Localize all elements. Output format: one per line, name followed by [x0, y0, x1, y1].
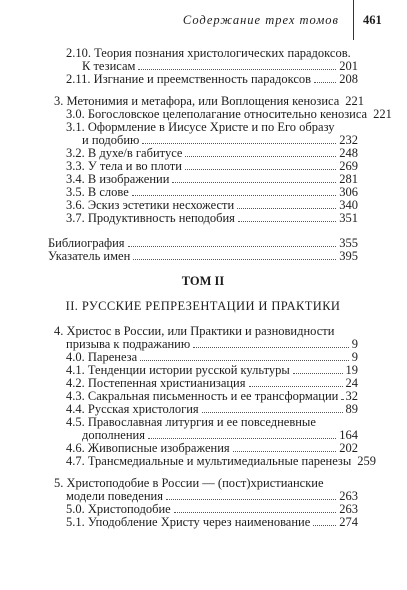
dot-leader — [138, 69, 336, 70]
dot-leader — [313, 525, 336, 526]
toc-entry-title: 3.2. В духе/в габитусе — [66, 146, 183, 160]
dot-leader — [172, 182, 336, 183]
toc-entry-title: 4.2. Постепенная христианизация — [66, 376, 246, 390]
volume1-tail-section — [48, 46, 392, 225]
toc-entry-title: 2.11. Изгнание и преемственность парадоксов — [66, 72, 312, 86]
dot-leader — [314, 82, 336, 83]
toc-entry-page: 281 — [339, 172, 358, 186]
toc-entry-title: К тезисам — [82, 59, 136, 73]
dot-leader — [142, 143, 336, 144]
dot-leader — [233, 451, 337, 452]
dot-leader — [140, 360, 349, 361]
toc-entry-title: 4. Христос в России, или Практики и разновидности — [54, 324, 335, 338]
toc-entry-title: 3.0. Богословское целеполагание относительно кенозиса — [66, 107, 368, 121]
toc-entry — [48, 212, 358, 225]
toc-entry-title: 4.3. Сакральная письменность и ее трансформации — [66, 389, 339, 403]
toc-entry-page: 19 — [345, 363, 358, 377]
table-of-contents — [48, 46, 392, 529]
dot-leader — [238, 221, 336, 222]
dot-leader — [174, 512, 337, 513]
toc-entry-page: 263 — [339, 489, 358, 503]
toc-entry-page: 269 — [339, 159, 358, 173]
toc-entry-page: 9 — [351, 350, 358, 364]
toc-entry-page: 164 — [339, 428, 358, 442]
toc-entry — [48, 73, 358, 86]
dot-leader — [166, 499, 336, 500]
toc-entry-title: 4.4. Русская христология — [66, 402, 199, 416]
toc-entry-page: 221 — [373, 107, 392, 121]
dot-leader — [249, 386, 343, 387]
volume-title: ТОМ II — [181, 274, 225, 288]
toc-entry-title: 4.5. Православная литургия и ее повседневные — [66, 415, 316, 429]
dot-leader — [237, 208, 336, 209]
dot-leader — [202, 412, 343, 413]
toc-entry-page: 248 — [339, 146, 358, 160]
dot-leader — [185, 169, 336, 170]
dot-leader — [341, 399, 342, 400]
toc-entry-title: 4.1. Тенденции истории русской культуры — [66, 363, 290, 377]
toc-entry — [48, 516, 358, 529]
toc-entry-title: 3.1. Оформление в Иисусе Христе и по Его образу — [66, 120, 335, 134]
toc-entry-page: 306 — [339, 185, 358, 199]
page-number: 461 — [363, 13, 382, 27]
toc-entry-title: модели поведения — [66, 489, 163, 503]
toc-entry-page: 9 — [351, 337, 358, 351]
toc-entry-page: 202 — [339, 441, 358, 455]
volume2-section — [48, 324, 377, 529]
toc-entry-title: 5.1. Уподобление Христу через наименование — [66, 515, 311, 529]
toc-entry-page: 340 — [339, 198, 358, 212]
toc-entry-page: 208 — [339, 72, 358, 86]
dot-leader — [128, 246, 337, 247]
toc-entry — [48, 454, 377, 468]
toc-entry-title: и подобию — [82, 133, 140, 147]
dot-leader — [293, 373, 343, 374]
toc-entry-page: 201 — [339, 59, 358, 73]
toc-entry-page: 259 — [357, 454, 377, 468]
toc-entry-title: 4.7. Трансмедиальные и мультимедиальные паренезы — [66, 454, 352, 468]
toc-entry-title: 4.0. Паренеза — [66, 350, 138, 364]
toc-entry-title: 4.6. Живописные изображения — [66, 441, 230, 455]
toc-entry-page: 32 — [345, 389, 358, 403]
part-title: II. РУССКИЕ РЕПРЕЗЕНТАЦИИ И ПРАКТИКИ — [65, 299, 341, 313]
toc-entry-page: 395 — [339, 249, 358, 263]
toc-entry-page: 89 — [345, 402, 358, 416]
toc-entry-page: 351 — [339, 211, 358, 225]
toc-entry-title: 2.10. Теория познания христологических парадоксов. — [66, 46, 351, 60]
dot-leader — [132, 195, 336, 196]
toc-entry-title: Указатель имен — [48, 249, 131, 263]
toc-entry-title: 3.7. Продуктивность неподобия — [66, 211, 235, 225]
toc-entry-page: 274 — [339, 515, 358, 529]
toc-entry-page: 263 — [339, 502, 358, 516]
toc-entry-title: 3.3. У тела и во плоти — [66, 159, 182, 173]
toc-entry-page: 355 — [339, 236, 358, 250]
header-divider — [353, 0, 354, 40]
running-title: Содержание трех томов — [182, 13, 339, 27]
toc-entry-title: 5.0. Христоподобие — [66, 502, 171, 516]
toc-entry-title: 3.4. В изображении — [66, 172, 170, 186]
back-matter-entry — [48, 250, 358, 263]
toc-entry-title: призыва к подражанию — [66, 337, 191, 351]
back-matter-section — [48, 237, 358, 263]
dot-leader — [148, 438, 336, 439]
dot-leader — [133, 259, 336, 260]
toc-entry-title: 5. Христоподобие в России — (пост)христианские — [54, 476, 324, 490]
toc-entry-title: дополнения — [82, 428, 145, 442]
dot-leader — [185, 156, 336, 157]
toc-entry-page: 24 — [345, 376, 358, 390]
toc-entry-title: 3.6. Эскиз эстетики несхожести — [66, 198, 235, 212]
toc-entry-title: 3. Метонимия и метафора, или Воплощения кенозиса — [54, 94, 340, 108]
toc-entry-page: 221 — [345, 94, 365, 108]
toc-entry-title: 3.5. В слове — [66, 185, 129, 199]
page-header — [0, 0, 407, 40]
toc-entry-page: 232 — [339, 133, 358, 147]
dot-leader — [193, 347, 349, 348]
toc-entry-title: Библиография — [48, 236, 125, 250]
